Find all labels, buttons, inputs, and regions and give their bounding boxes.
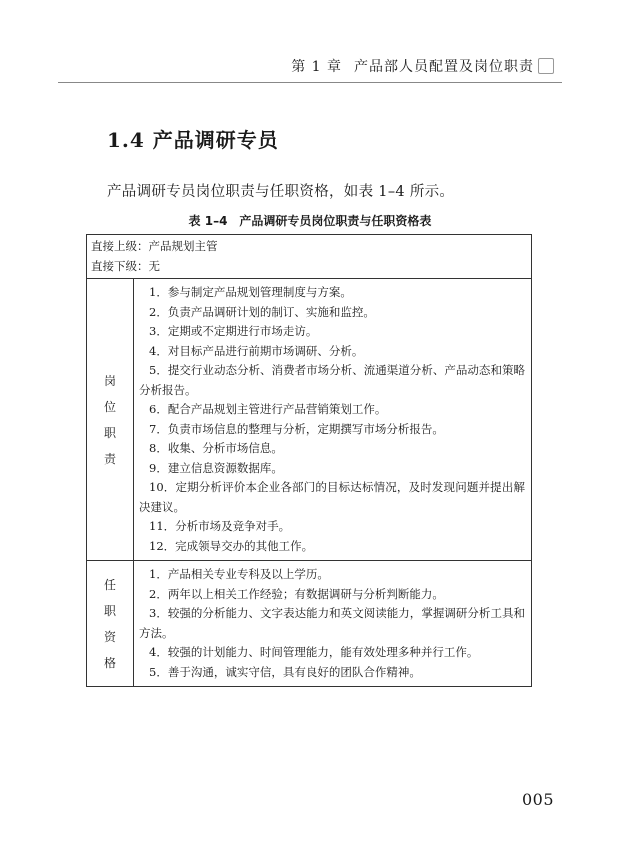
list-item: 7．负责市场信息的整理与分析，定期撰写市场分析报告。 (149, 421, 444, 436)
page-number: 005 (521, 790, 554, 809)
duties-list (134, 279, 532, 561)
section-number: 1.4 (107, 128, 145, 152)
section-title (107, 124, 279, 153)
qualifications-label: 任 职 资 格 (87, 561, 134, 687)
list-item: 12．完成领导交办的其他工作。 (149, 538, 314, 553)
table-caption: 表 1–4 产品调研专员岗位职责与任职资格表 (188, 214, 432, 228)
list-item: 1．产品相关专业专科及以上学历。 (149, 567, 329, 581)
direct-subordinate: 直接下级：无 (91, 258, 160, 273)
list-item: 10．定期分析评价本企业各部门的目标达标情况，及时发现问题并提出解决建议。 (139, 480, 525, 514)
qualifications-row (87, 561, 532, 687)
reporting-cell (87, 235, 532, 279)
chapter-title: 产品部人员配置及岗位职责 (354, 59, 534, 75)
duties-row (87, 279, 532, 561)
page-corner-box (538, 58, 554, 74)
header-rule (58, 82, 562, 83)
list-item: 6．配合产品规划主管进行产品营销策划工作。 (149, 402, 387, 416)
list-item: 9．建立信息资源数据库。 (149, 460, 283, 475)
section-title-text: 产品调研专员 (152, 128, 279, 152)
list-item: 3．定期或不定期进行市场走访。 (149, 324, 318, 338)
qualifications-list (134, 561, 532, 687)
duties-table (86, 234, 532, 687)
list-item: 4．较强的计划能力、时间管理能力，能有效处理多种并行工作。 (149, 645, 479, 659)
list-item: 2．两年以上相关工作经验；有数据调研与分析判断能力。 (149, 586, 444, 601)
list-item: 5．提交行业动态分析、消费者市场分析、流通渠道分析、产品动态和策略分析报告。 (139, 363, 525, 397)
list-item: 8．收集、分析市场信息。 (149, 441, 283, 455)
list-item: 11．分析市场及竞争对手。 (149, 519, 291, 533)
list-item: 3．较强的分析能力、文字表达能力和英文阅读能力，掌握调研分析工具和方法。 (139, 606, 525, 640)
chapter-number: 第 1 章 (291, 59, 342, 75)
list-item: 1．参与制定产品规划管理制度与方案。 (149, 285, 352, 299)
duties-label: 岗 位 职 责 (87, 279, 134, 561)
intro-paragraph: 产品调研专员岗位职责与任职资格，如表 1–4 所示。 (107, 184, 455, 200)
list-item: 2．负责产品调研计划的制订、实施和监控。 (149, 304, 375, 319)
list-item: 5．善于沟通，诚实守信，具有良好的团队合作精神。 (149, 664, 421, 679)
list-item: 4．对目标产品进行前期市场调研、分析。 (149, 343, 364, 358)
running-header (291, 56, 554, 76)
direct-superior: 直接上级：产品规划主管 (91, 239, 218, 253)
